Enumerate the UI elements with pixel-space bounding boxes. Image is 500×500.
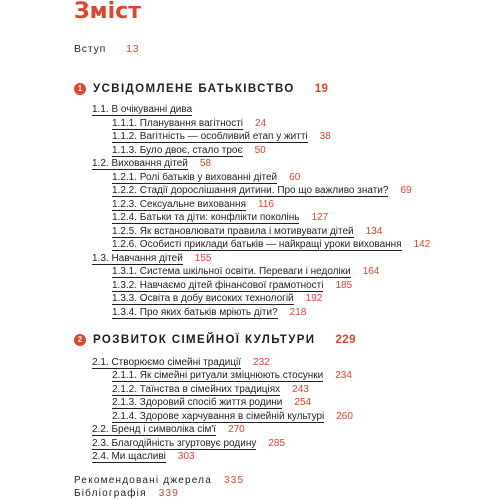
toc-page-number: 60: [289, 172, 301, 183]
toc-entry: [112, 280, 352, 292]
toc-page-number: 116: [258, 199, 274, 210]
toc-entry: [112, 239, 430, 251]
toc-entry: [112, 145, 266, 157]
toc-page-number: 127: [311, 212, 329, 223]
toc-page-number: 254: [294, 397, 312, 408]
toc-page-number: 69: [400, 185, 412, 196]
toc-entry: [112, 266, 379, 278]
toc-entry-label: 1.1.1. Планування вагітності: [112, 118, 244, 129]
toc-entry-label: 2.3. Благодійність згуртовує родину: [92, 438, 257, 449]
toc-page-number: 185: [335, 280, 353, 291]
toc-entry-label: 2.1.1. Як сімейні ритуали зміцнюють стосунки: [112, 370, 324, 381]
toc-entry: [112, 199, 274, 211]
chapter-heading-2: [74, 334, 356, 346]
toc-entry: [112, 411, 353, 423]
toc-entry: [92, 438, 285, 450]
toc-entry: [92, 253, 211, 265]
toc-entry-label: 2.1.4. Здорове харчування в сімейній культурі: [112, 411, 325, 422]
toc-page-number: 192: [305, 293, 323, 304]
toc-page-number: 24: [255, 118, 267, 129]
toc-page-number: 243: [292, 384, 309, 395]
toc-entry-label: 1.2.3. Сексуальне виховання: [112, 199, 246, 210]
toc-back-matter: [74, 488, 179, 500]
toc-page-number: 260: [336, 411, 353, 422]
toc-entry: [112, 172, 300, 184]
toc-entry-label: 1.1. В очікуванні дива: [92, 104, 193, 115]
toc-entry-label: 1.2.1. Ролі батьків у вихованні дітей: [112, 172, 278, 183]
toc-intro: [74, 43, 139, 55]
toc-page-number: 58: [199, 158, 211, 169]
toc-page-number: 218: [289, 307, 307, 318]
toc-entry-label: 1.2. Виховання дітей: [92, 158, 188, 169]
toc-page-number: 234: [335, 370, 352, 381]
toc-entry: [92, 104, 192, 116]
toc-page-number: 232: [253, 357, 270, 368]
toc-page-number: 13: [126, 43, 140, 55]
toc-entry-label: 1.2.2. Стадії дорослішання дитини. Про що важливо знати?: [112, 185, 389, 196]
toc-entry-label: 1.3.3. Освіта в добу високих технологій: [112, 293, 294, 304]
chapter-heading-1: [74, 83, 328, 95]
toc-entry: [112, 118, 266, 130]
toc-entry-label: 2.4. Ми щасливі: [92, 451, 166, 462]
toc-page-number: 164: [362, 266, 380, 277]
toc-entry-label: Бібліографія: [74, 488, 147, 499]
toc-entry: [92, 424, 245, 436]
toc-entry-label: 2.1. Створюємо сімейні традиції: [92, 357, 242, 368]
toc-entry: [112, 131, 331, 143]
page-title: Зміст: [74, 0, 141, 24]
toc-entry: [112, 185, 412, 197]
toc-page-number: 285: [268, 438, 286, 449]
toc-entry-label: 2.1.3. Здоровий спосіб життя родини: [112, 397, 283, 408]
toc-page-number: 339: [158, 488, 180, 499]
toc-entry: [92, 451, 195, 463]
toc-entry: [92, 158, 211, 170]
toc-entry: [112, 293, 322, 305]
toc-entry: [112, 226, 382, 238]
toc-entry-label: 1.3.4. Про яких батьків мріють діти?: [112, 307, 278, 318]
chapter-page-number: 19: [314, 83, 329, 95]
toc-page-number: 303: [177, 451, 195, 462]
toc-entry-label: 1.1.3. Було двоє, стало троє: [112, 145, 243, 156]
toc-entry: [112, 307, 306, 319]
toc-entry-label: 2.2. Бренд і символіка сім'ї: [92, 424, 217, 435]
toc-entry: [112, 384, 309, 396]
toc-page-number: 335: [223, 475, 245, 486]
toc-page-number: 38: [319, 131, 331, 142]
toc-entry-label: 1.1.2. Вагітність — особливий етап у житті: [112, 131, 308, 142]
chapter-number-badge: 1: [74, 83, 86, 95]
toc-page-number: 270: [228, 424, 245, 435]
toc-entry-label: 2.1.2. Таїнства в сімейних традиціях: [112, 384, 281, 395]
toc-entry-label: 1.3.1. Система шкільної освіти. Переваги і недоліки: [112, 266, 351, 277]
toc-entry-label: 1.2.4. Батьки та діти: конфлікти поколінь: [112, 212, 300, 223]
toc-page-number: 155: [194, 253, 212, 264]
toc-page-number: 50: [254, 145, 266, 156]
toc-entry-label: Рекомендовані джерела: [74, 475, 212, 486]
toc-entry-label: 1.3. Навчання дітей: [92, 253, 183, 264]
toc-entry-label: Вступ: [74, 43, 107, 55]
toc-entry-label: 1.2.5. Як встановлювати правила і мотивувати дітей: [112, 226, 354, 237]
toc-entry: [92, 357, 270, 369]
chapter-title: УСВІДОМЛЕНЕ БАТЬКІВСТВО: [93, 83, 295, 95]
toc-page-number: 142: [413, 239, 431, 250]
toc-entry: [112, 397, 311, 409]
chapter-title: РОЗВИТОК СІМЕЙНОЇ КУЛЬТУРИ: [93, 334, 316, 346]
toc-entry: [112, 370, 352, 382]
toc-entry: [112, 212, 328, 224]
toc-back-matter: [74, 475, 244, 487]
toc-page-number: 134: [365, 226, 383, 237]
chapter-number-badge: 2: [74, 334, 86, 346]
toc-entry-label: 1.3.2. Навчаємо дітей фінансової грамотності: [112, 280, 324, 291]
toc-entry-label: 1.2.6. Особисті приклади батьків — найкращі уроки виховання: [112, 239, 402, 250]
chapter-page-number: 229: [335, 334, 356, 346]
